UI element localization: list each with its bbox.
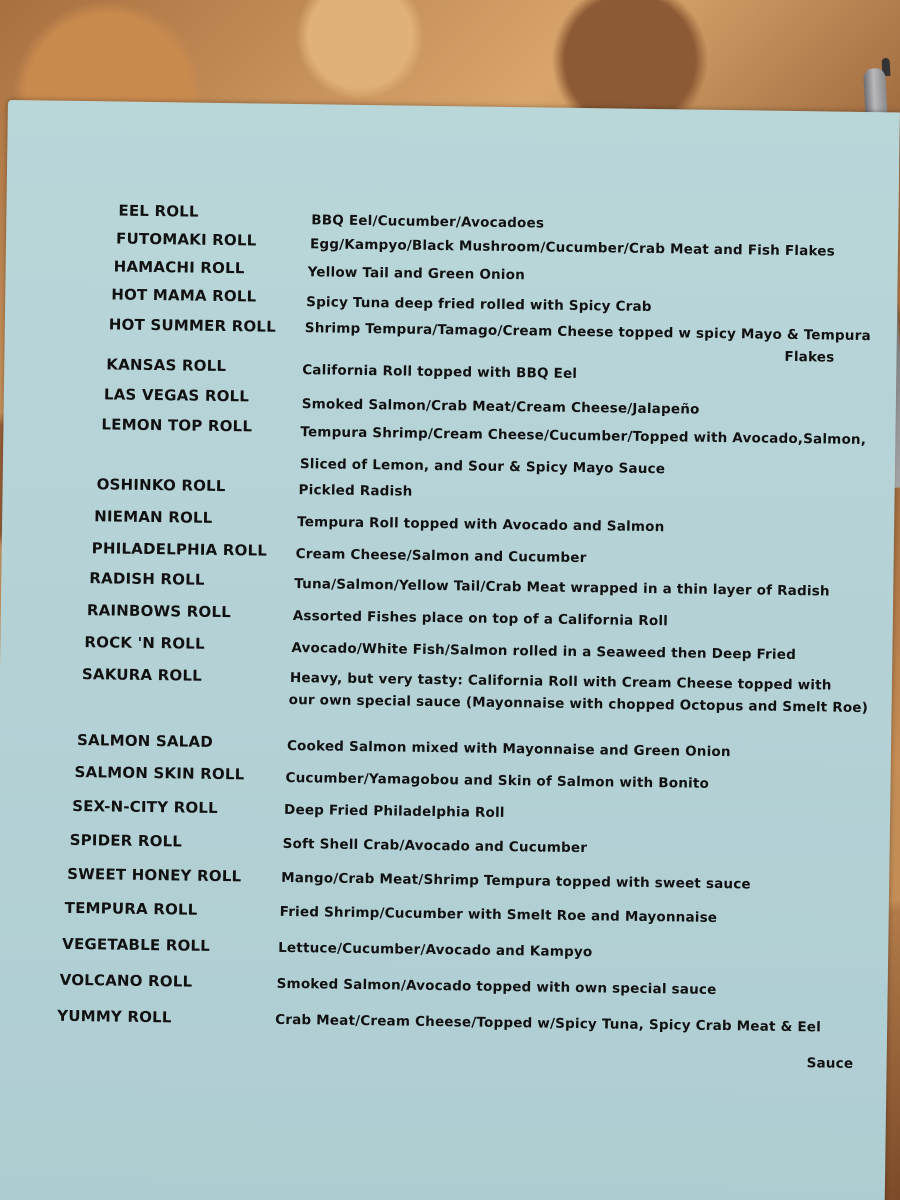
menu-item-desc: California Roll topped with BBQ Eel: [302, 362, 578, 382]
menu-item-desc: Shrimp Tempura/Tamago/Cream Cheese topped w spicy Mayo & Tempura: [304, 320, 871, 345]
menu-item-desc: Pickled Radish: [298, 482, 413, 500]
menu-item: [7, 200, 887, 232]
menu-item: [0, 1006, 875, 1072]
menu-item: [3, 474, 883, 500]
menu-item: [2, 506, 882, 536]
menu-item-name: KANSAS ROLL: [106, 355, 227, 376]
menu-item-desc: Cucumber/Yamagobou and Skin of Salmon with Bonito: [285, 769, 710, 792]
menu-item-desc: Heavy, but very tasty: California Roll with Cream Cheese topped with: [289, 669, 832, 694]
menu-item-desc-continued: our own special sauce (Mayonnaise with chopped Octopus and Smelt Roe): [288, 691, 869, 717]
menu-item-desc: Cooked Salmon mixed with Mayonnaise and Green Onion: [286, 737, 731, 761]
menu-item: [1, 600, 881, 630]
menu-item: [0, 762, 879, 792]
menu-item-desc: Soft Shell Crab/Avocado and Cucumber: [282, 835, 588, 857]
menu-item-name: LEMON TOP ROLL: [101, 415, 253, 436]
menu-item-name: TEMPURA ROLL: [64, 898, 198, 919]
menu-item-name: SALMON SALAD: [76, 731, 214, 751]
menu-item: [1, 568, 881, 600]
menu-item-desc: Tuna/Salmon/Yellow Tail/Crab Meat wrapped in a thin layer of Radish: [294, 576, 830, 600]
menu-item-desc-continued: Sauce: [806, 1055, 854, 1072]
menu-sheet: [0, 100, 900, 1200]
menu-item-name: VEGETABLE ROLL: [62, 934, 211, 955]
menu-item-desc-continued: Sliced of Lemon, and Sour & Spicy Mayo Sauce: [299, 456, 666, 478]
menu-item-desc: Tempura Shrimp/Cream Cheese/Cucumber/Topped with Avocado,Salmon,: [300, 424, 867, 449]
menu-item: [0, 796, 878, 822]
menu-item-desc: Smoked Salmon/Avocado topped with own special sauce: [276, 975, 717, 998]
menu-item-desc: Smoked Salmon/Crab Meat/Cream Cheese/Jalapeño: [301, 396, 700, 418]
menu-item-name: SAKURA ROLL: [81, 665, 203, 685]
menu-item-desc: BBQ Eel/Cucumber/Avocadoes: [311, 212, 545, 232]
menu-item: [4, 414, 884, 478]
menu-item-desc: Avocado/White Fish/Salmon rolled in a Seaweed then Deep Fried: [291, 640, 797, 664]
menu-item-desc: Tempura Roll topped with Avocado and Salmon: [297, 514, 665, 536]
menu-item: [0, 664, 880, 717]
menu-item-name: SWEET HONEY ROLL: [67, 864, 242, 886]
menu-item-name: LAS VEGAS ROLL: [103, 385, 250, 406]
menu-item-name: NIEMAN ROLL: [94, 507, 213, 527]
menu-item: [0, 730, 879, 761]
menu-item-desc: Deep Fried Philadelphia Roll: [284, 801, 505, 822]
menu-item-desc: Crab Meat/Cream Cheese/Topped w/Spicy Tuna, Spicy Crab Meat & Eel: [275, 1011, 822, 1036]
menu-item-name: RAINBOWS ROLL: [86, 601, 232, 622]
menu-item-name: ROCK 'N ROLL: [84, 633, 205, 653]
menu-item-desc: Yellow Tail and Green Onion: [307, 264, 526, 284]
menu-item-desc: Mango/Crab Meat/Shrimp Tempura topped with sweet sauce: [281, 869, 751, 893]
menu-item: [5, 284, 885, 316]
menu-item: [0, 970, 876, 998]
menu-item-name: PHILADELPHIA ROLL: [91, 539, 268, 560]
menu-item: [0, 864, 877, 893]
menu-item-desc: Assorted Fishes place on top of a California Roll: [292, 608, 669, 630]
menu-item: [0, 934, 876, 961]
menu-item-name: SEX-N-CITY ROLL: [72, 796, 218, 817]
menu-item-desc: Spicy Tuna deep fried rolled with Spicy Crab: [306, 294, 652, 316]
menu-item-desc: Egg/Kampyo/Black Mushroom/Cucumber/Crab Meat and Fish Flakes: [309, 236, 836, 260]
menu-item-desc: Cream Cheese/Salmon and Cucumber: [295, 546, 587, 567]
menu-item-name: HAMACHI ROLL: [113, 257, 245, 278]
menu-item: [4, 354, 884, 382]
menu-item-name: RADISH ROLL: [89, 569, 205, 589]
menu-item-name: HOT SUMMER ROLL: [108, 315, 277, 336]
menu-item-name: VOLCANO ROLL: [59, 970, 193, 991]
menu-item: [4, 384, 884, 418]
menu-item: [0, 830, 878, 857]
menu-item-name: HOT MAMA ROLL: [111, 285, 257, 306]
menu-item-name: SALMON SKIN ROLL: [74, 762, 245, 784]
menu-item: [2, 538, 882, 567]
menu-item-name: OSHINKO ROLL: [96, 475, 226, 496]
menu-item-desc: Lettuce/Cucumber/Avocado and Kampyo: [278, 939, 593, 961]
menu-item-name: SPIDER ROLL: [69, 830, 183, 851]
menu-item: [1, 632, 881, 664]
menu-item-name: FUTOMAKI ROLL: [115, 229, 257, 250]
menu-item: [0, 898, 877, 926]
menu-item-name: EEL ROLL: [118, 201, 199, 221]
menu-item-desc-continued: Flakes: [784, 348, 835, 366]
menu-item-desc: Fried Shrimp/Cucumber with Smelt Roe and Mayonnaise: [279, 903, 718, 926]
menu-item-name: YUMMY ROLL: [57, 1006, 172, 1027]
